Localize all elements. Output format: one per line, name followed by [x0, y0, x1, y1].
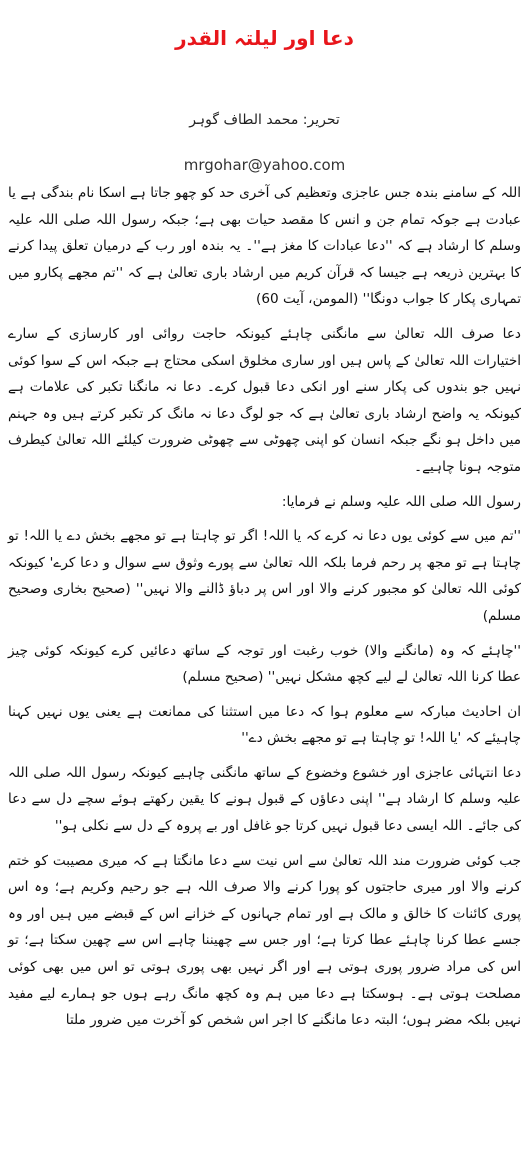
paragraph-intro: اللہ کے سامنے بندہ جس عاجزی وتعظیم کی آخری حد کو چھو جاتا ہے اسکا نام بندگی ہے یا عبادت ہے جوکہ تمام جن و انس کا مقصد حیات بھی ہے؛ جبکہ رسول اللہ صلی اللہ علیہ وسلم کا ارشاد ہے کہ ''دعا عبادات کا مغز ہے''۔ یہ بندہ اور رب کے درمیان تعلق پیدا کرنے کا بہترین ذریعہ ہے جیسا کہ قرآن کریم میں ارشاد باری تعالیٰ ہے کہ ''تم مجھے پکارو میں تمہاری پکار کا جواب دونگا'' (المومن، آیت 60) — [8, 185, 521, 308]
article-title: دعا اور لیلتہ القدر — [175, 26, 354, 50]
paragraph-hadith-1: ''تم میں سے کوئی یوں دعا نہ کرے کہ یا اللہ! اگر تو چاہتا ہے تو مجھے بخش دے یا اللہ! تو چاہتا ہے تو مجھ پر رحم فرما بلکہ اللہ تعالیٰ سے پورے وثوق سے سوال و دعا کرے' کیونکہ کوئی اللہ تعالیٰ کو مجبور کرنے والا اور اس پر دباؤ ڈالنے والا نہیں'' (صحیح بخاری وصحیح مسلم) — [8, 528, 521, 624]
author-email: mrgohar@yahoo.com — [183, 156, 346, 174]
paragraph-needy: جب کوئی ضرورت مند اللہ تعالیٰ سے اس نیت سے دعا مانگتا ہے کہ میری مصیبت کو ختم کرنے والا اور میری حاجتوں کو پورا کرنے والا صرف اللہ ہے جو رحیم وکریم ہے؛ وہ اس پوری کائنات کا خالق و مالک ہے اور تمام جہانوں کے خزانے اس کے قبضے میں ہیں اور وہ جسے عطا کرنا چاہئے عطا کرتا ہے؛ اور جس سے چھیننا چاہے اس سے چھین سکتا ہے؛ تو اس کی مراد ضرور پوری ہوتی ہے اور اگر نہیں بھی پوری ہوتی تو اس میں بھی کوئی مصلحت ہوتی ہے۔ ہوسکتا ہے دعا میں ہم وہ کچھ مانگ رہے ہوں جو ہمارے لیے مفید نہیں بلکہ مضر ہوں؛ البتہ دعا مانگنے کا اجر اس شخص کو آخرت میں ضرور ملتا — [8, 852, 521, 1029]
author-byline: تحریر: محمد الطاف گوہر — [189, 112, 340, 128]
paragraph-hadith-2: ''چاہئے کہ وہ (مانگنے والا) خوب رغبت اور توجہ کے ساتھ دعائیں کرے کیونکہ کوئی چیز عطا کرنا اللہ تعالیٰ لے لیے کچھ مشکل نہیں'' (صحیح مسلم) — [8, 642, 521, 686]
paragraph-exception: ان احادیث مبارکہ سے معلوم ہوا کہ دعا میں استثنا کی ممانعت ہے یعنی یوں نہیں کہنا چاہیئے کہ 'یا اللہ! تو چاہتا ہے تو مجھے بخش دے'' — [8, 703, 521, 747]
paragraph-humility: دعا انتہائی عاجزی اور خشوع وخضوع کے ساتھ مانگنی چاہیے کیونکہ رسول اللہ صلی اللہ علیہ وسلم کا ارشاد ہے'' اپنی دعاؤں کے قبول ہونے کا یقین رکھتے ہوئے سچے دل سے دعا کی جائے۔ اللہ ایسی دعا قبول نہیں کرتا جو غافل اور بے پروہ کے دل سے نکلی ہو'' — [8, 764, 521, 835]
paragraph-ask-allah: دعا صرف اللہ تعالیٰ سے مانگنی چاہئے کیونکہ حاجت روائی اور کارسازی کے سارے اختیارات اللہ تعالیٰ کے پاس ہیں اور ساری مخلوق اسکی محتاج ہے جبکہ اس کے سوا کوئی نہیں جو بندوں کی پکار سنے اور انکی دعا قبول کرے۔ دعا نہ مانگنا تکبر کی علامات ہے کیونکہ یہ واضح ارشاد باری تعالیٰ ہے کہ جو لوگ دعا نہ مانگ کر تکبر کرتے ہیں وہ جہنم میں داخل ہو نگے جبکہ انسان کو اپنی چھوٹی سے چھوٹی ضرورت کیلئے اللہ تعالیٰ کیطرف متوجہ ہونا چاہیے۔ — [8, 325, 521, 475]
article-body — [8, 180, 521, 1042]
paragraph-hadith-intro: رسول اللہ صلی اللہ علیہ وسلم نے فرمایا: — [281, 493, 521, 510]
